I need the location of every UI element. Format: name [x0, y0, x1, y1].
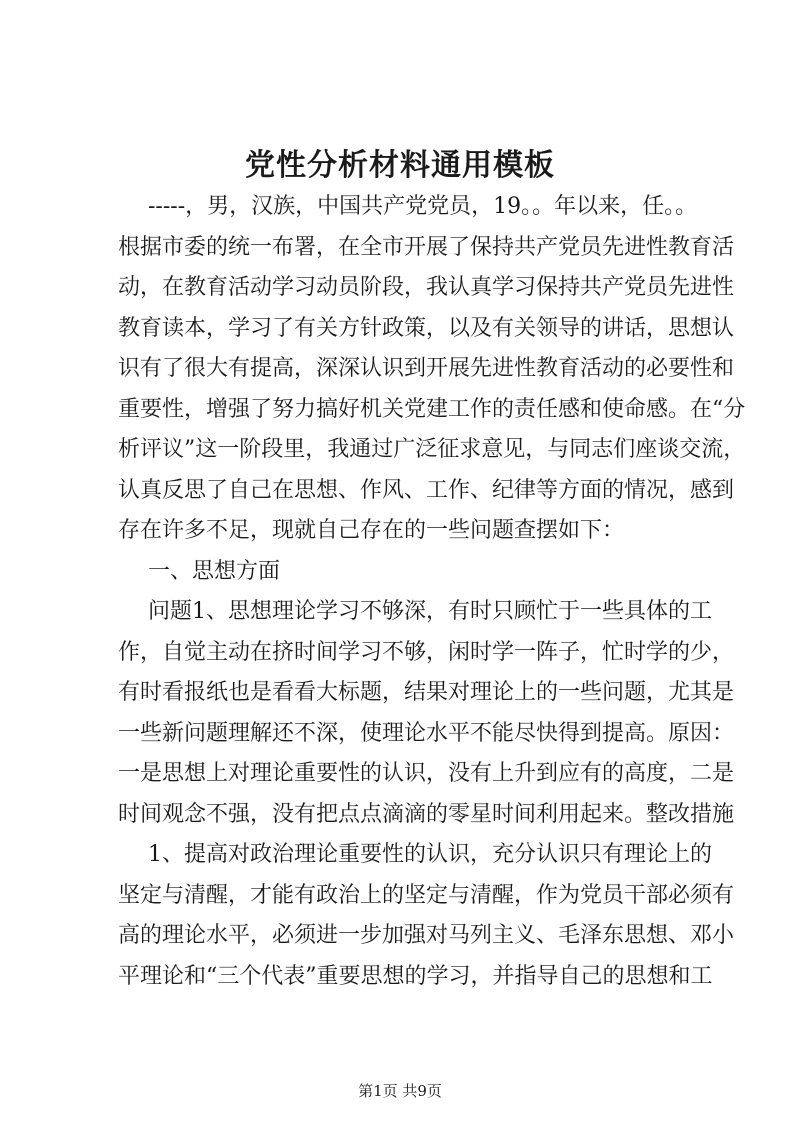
paragraph-line: 高的理论水平，必须进一步加强对马列主义、毛泽东思想、邓小 [118, 923, 735, 948]
paragraph-line: 平理论和“三个代表”重要思想的学习，并指导自己的思想和工 [118, 963, 713, 989]
paragraph-line: 重要性，增强了努力搞好机关党建工作的责任感和使命感。在“分 [118, 396, 746, 422]
document-title: 党性分析材料通用模板 [245, 148, 555, 183]
paragraph-line: 析评议”这一阶段里，我通过广泛征求意见，与同志们座谈交流， [118, 437, 746, 462]
section-heading: 一、思想方面 [148, 558, 281, 584]
paragraph-line: 作，自觉主动在挤时间学习不够，闲时学一阵子，忙时学的少， [118, 639, 735, 665]
paragraph-line: 认真反思了自己在思想、作风、工作、纪律等方面的情况，感到 [118, 477, 735, 503]
paragraph-line: 一是思想上对理论重要性的认识，没有上升到应有的高度，二是 [118, 761, 735, 786]
paragraph-line: 识有了很大有提高，深深认识到开展先进性教育活动的必要性和 [118, 356, 735, 381]
paragraph-line: 一些新问题理解还不深，使理论水平不能尽快得到提高。原因： [118, 720, 735, 746]
paragraph-line: 教育读本，学习了有关方针政策，以及有关领导的讲话，思想认 [118, 315, 735, 341]
document-body [118, 187, 746, 997]
paragraph-line: 时间观念不强，没有把点点滴滴的零星时间利用起来。整改措施 [118, 801, 735, 827]
paragraph-line: 有时看报纸也是看看大标题，结果对理论上的一些问题，尤其是 [118, 680, 735, 705]
page-number: 第1页 共9页 [358, 1082, 442, 1100]
paragraph-line: -----，男，汉族，中国共产党党员，19。。年以来，任。。 [148, 194, 698, 219]
paragraph-line: 问题1、思想理论学习不够深，有时只顾忙于一些具体的工 [148, 599, 712, 624]
paragraph-line: 动，在教育活动学习动员阶段，我认真学习保持共产党员先进性 [118, 275, 735, 300]
paragraph-line: 存在许多不足，现就自己存在的一些问题查摆如下： [118, 518, 625, 543]
paragraph-line: 1、提高对政治理论重要性的认识，充分认识只有理论上的 [148, 842, 712, 867]
paragraph-line: 坚定与清醒，才能有政治上的坚定与清醒，作为党员干部必须有 [118, 882, 735, 908]
paragraph-line: 根据市委的统一布署，在全市开展了保持共产党员先进性教育活 [118, 234, 735, 260]
